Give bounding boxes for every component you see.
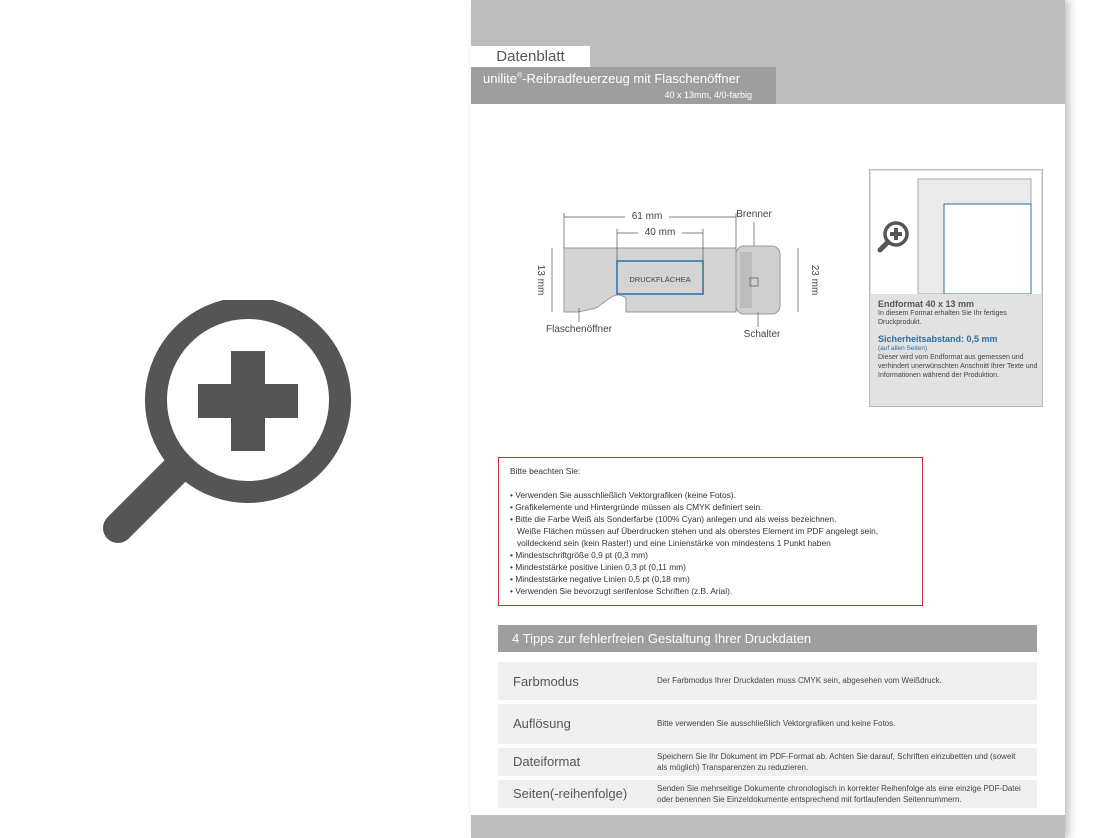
tips-heading-bar [498,625,1037,652]
tip-row-aufloesung [498,704,1037,744]
safety-margin-title: Sicherheitsabstand: 0,5 mm [878,334,998,344]
product-subtitle: 40 x 13mm, 4/0-farbig [664,90,752,100]
datasheet-tag: Datenblatt [471,46,590,67]
tip-text: Speichern Sie Ihr Dokument im PDF-Format ab. Achten Sie darauf, Schriften einzubetten und (soweit als möglich) Transparenzen zu reduzieren. [657,752,1016,772]
title-bar [471,67,776,104]
safety-margin-sub: (auf allen Seiten) [878,345,928,352]
format-preview-panel [869,169,1043,407]
datasheet-page [471,0,1065,838]
footer-band [471,815,1065,838]
tip-row-seiten [498,780,1037,808]
notice-box [498,457,923,606]
endformat-text: In diesem Format erhalten Sie Ihr fertiges Druckprodukt. [878,310,1007,326]
tip-text: Senden Sie mehrseitige Dokumente chronologisch in korrekter Reihenfolge als eine einzige PDF-Datei oder benennen Sie Einzeldokumente entsprechend mit fortlaufenden Seitennummern. [657,784,1021,804]
product-title-main: unilite [483,71,517,86]
product-title [483,71,740,86]
list-item: • Verwenden Sie bevorzugt serifenlose Schriften (z.B. Arial). [510,586,733,596]
switch-label: Schalter [743,329,781,340]
safety-margin-text: Dieser wird vom Endformat aus gemessen und verhindert unerwünschten Anschnitt Ihrer Texte und Informationen während der Produktion. [878,354,1038,379]
list-item: • Bitte die Farbe Weiß als Sonderfarbe (100% Cyan) anlegen und als weiss bezeichnen. [510,514,837,524]
list-item: volldeckend sein (kein Raster!) und eine Linienstärke von mindestens 1 Punkt haben [510,538,831,548]
print-area-label: DRUCKFLÄCHEA [629,275,691,284]
tip-row-farbmodus [498,662,1037,700]
list-item: Weiße Flächen müssen auf Überdrucken stehen und als oberstes Element im PDF angelegt sein, [510,526,879,536]
list-item: • Mindestschriftgröße 0,9 pt (0,3 mm) [510,550,648,560]
zoom-in-icon[interactable] [880,223,907,250]
list-item: • Grafikelemente und Hintergründe müssen als CMYK definiert sein. [510,502,763,512]
tip-label: Dateiformat [513,754,581,769]
zoom-in-icon[interactable] [100,300,360,560]
endformat-title: Endformat 40 x 13 mm [878,299,975,309]
dimension-23mm: 23 mm [809,264,820,296]
notice-list [510,489,878,597]
tip-row-dateiformat [498,748,1037,776]
format-preview-image[interactable] [871,171,1041,294]
bottle-opener-label: Flaschenöffner [546,324,612,335]
burner-label: Brenner [736,209,772,220]
dimension-61mm: 61 mm [631,211,663,222]
lighter-diagram [526,200,846,350]
notice-heading: Bitte beachten Sie: [510,466,581,476]
dimension-40mm: 40 mm [644,227,676,238]
dimension-13mm: 13 mm [535,264,546,296]
list-item: • Verwenden Sie ausschließlich Vektorgrafiken (keine Fotos). [510,490,736,500]
product-title-rest: -Reibradfeuerzeug mit Flaschenöffner [522,71,741,86]
tip-label: Seiten(-reihenfolge) [513,786,628,801]
list-item: • Mindeststärke positive Linien 0,3 pt (0,11 mm) [510,562,686,572]
format-description [878,300,1038,380]
tips-heading: 4 Tipps zur fehlerfreien Gestaltung Ihrer Druckdaten [512,631,812,646]
list-item: • Mindeststärke negative Linien 0,5 pt (0,18 mm) [510,574,690,584]
registered-mark: ® [516,72,523,80]
tip-label: Auflösung [513,716,571,731]
tip-text: Der Farbmodus Ihrer Druckdaten muss CMYK sein, abgesehen vom Weißdruck. [657,676,942,685]
tip-text: Bitte verwenden Sie ausschließlich Vektorgrafiken und keine Fotos. [657,719,896,728]
tip-label: Farbmodus [513,674,579,689]
